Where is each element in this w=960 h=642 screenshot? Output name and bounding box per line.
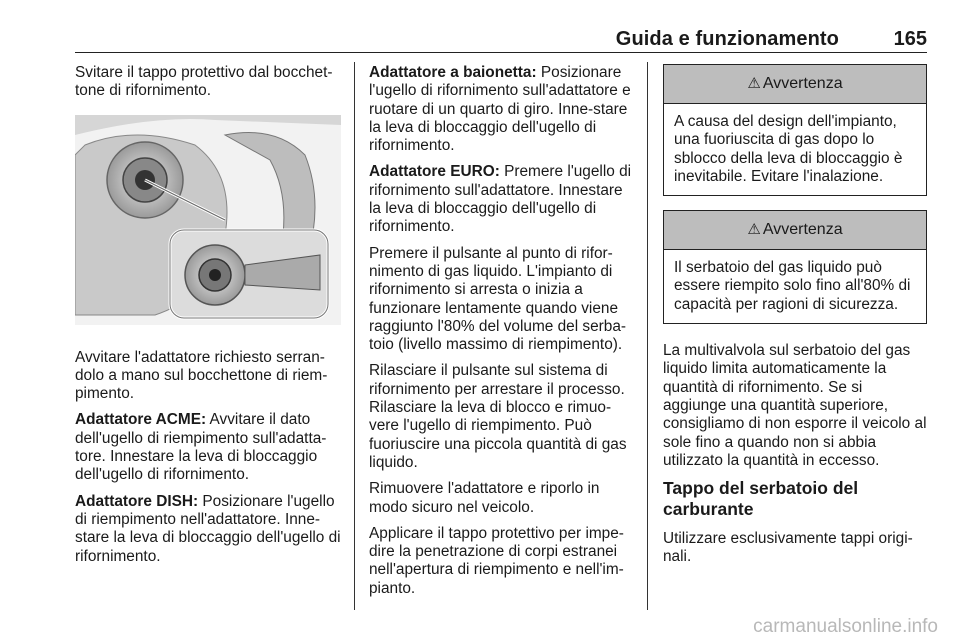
paragraph: Svitare il tappo protettivo dal bocchet-tone di rifornimento. — [75, 64, 333, 100]
term-label: Adattatore DISH: — [75, 492, 199, 510]
column-1 — [75, 64, 341, 574]
term-text: Avvitare il dato dell'ugello di riempimento sull'adatta-tore. Innestare la leva di bloccaggio dell'ugello di rifornimento. — [75, 411, 327, 484]
page-header — [75, 22, 927, 53]
term-text: Posizionare l'ugello di riempimento nell'adattatore. Inne-stare la leva di bloccaggio dell'ugello di rifornimento. — [75, 492, 341, 565]
fuel-inlet-adapter-illustration — [75, 115, 341, 325]
paragraph: Premere il pulsante al punto di rifor-nimento di gas liquido. L'impianto di rifornimento si arresta o inizia a funzionare lentamente quando viene raggiunto l'80% del volume del serba-toio (livello massimo di riempimento). — [369, 244, 627, 354]
warning-text: Il serbatoio del gas liquido può essere riempito solo fino all'80% di capacità per ragioni di sicurezza. — [674, 259, 911, 313]
warning-text: A causa del design dell'impianto, una fuoriuscita di gas dopo lo sblocco della leva di bloccaggio è inevitabile. Evitare l'inalazione. — [674, 113, 903, 185]
section-heading: Tappo del serbatoio del carburante — [663, 478, 859, 520]
column-divider — [354, 62, 355, 610]
warning-icon: ⚠ — [747, 74, 761, 92]
paragraph: Applicare il tappo protettivo per impe-dire la penetrazione di corpi estranei nell'apertura di riempimento e nell'im-pianto. — [369, 524, 624, 597]
column-divider — [647, 62, 648, 610]
term-label: Adattatore ACME: — [75, 411, 207, 429]
warning-box — [663, 64, 927, 196]
paragraph: Avvitare l'adattatore richiesto serran-dolo a mano sul bocchettone di riem-pimento. — [75, 348, 328, 403]
paragraph: Utilizzare esclusivamente tappi origi-nali. — [663, 530, 913, 566]
warning-header — [664, 211, 926, 250]
term-label: Adattatore a baionetta: — [369, 64, 537, 81]
paragraph — [369, 64, 633, 155]
term-text: Premere l'ugello di rifornimento sull'adattatore. Innestare la leva di bloccaggio dell'ugello di rifornimento. — [369, 163, 632, 236]
paragraph — [75, 493, 341, 566]
paragraph: La multivalvola sul serbatoio del gas liquido limita automaticamente la quantità di rifornimento. Se si aggiunge una quantità superiore, consigliamo di non esporre il veicolo al sole fino a quando non si abbia utilizzato la quantità in eccesso. — [663, 342, 927, 469]
section-title: Guida e funzionamento — [615, 28, 839, 50]
paragraph: Rilasciare il pulsante sul sistema di rifornimento per arrestare il processo. Rilasciare la leva di blocco e rimuo-vere l'ugello di riempimento. Può fuoriuscire una piccola quantità di gas liquido. — [369, 362, 627, 471]
paragraph — [75, 411, 341, 484]
warning-title: Avvertenza — [762, 74, 843, 92]
column-2 — [369, 64, 633, 606]
page-number: 165 — [893, 28, 927, 50]
watermark: carmanualsonline.info — [753, 616, 938, 637]
term-text: Posizionare l'ugello di rifornimento sull'adattatore e ruotare di un quarto di giro. Inne-stare la leva di bloccaggio dell'ugello di rifornimento. — [369, 64, 631, 155]
warning-box — [663, 210, 927, 324]
term-label: Adattatore EURO: — [369, 163, 500, 181]
warning-title: Avvertenza — [762, 221, 843, 239]
warning-header — [664, 65, 926, 104]
column-3 — [663, 64, 927, 575]
paragraph — [369, 163, 633, 236]
warning-icon: ⚠ — [747, 221, 761, 239]
paragraph: Rimuovere l'adattatore e riporlo in modo sicuro nel veicolo. — [369, 480, 600, 516]
